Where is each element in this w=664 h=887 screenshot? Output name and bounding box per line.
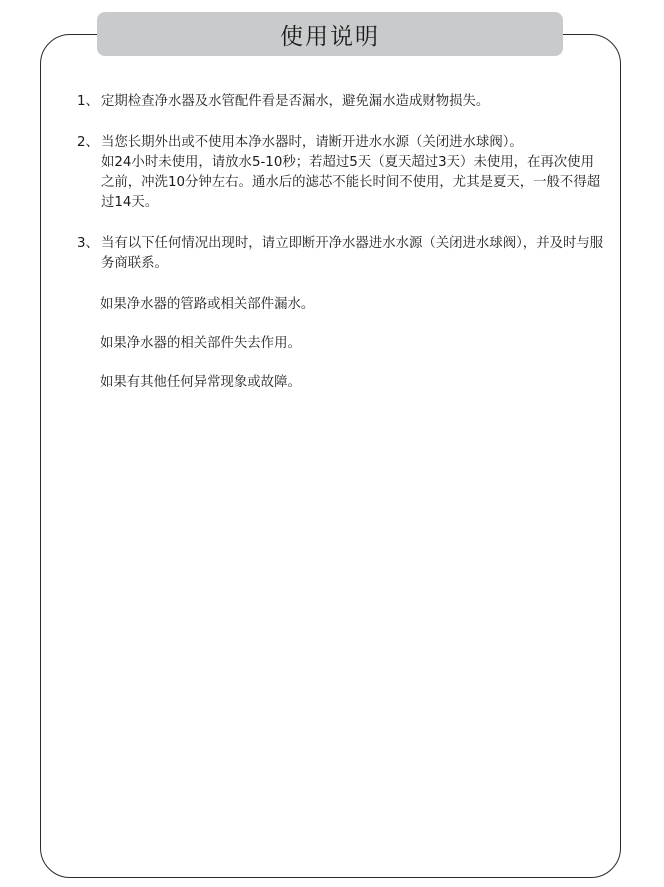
instruction-item-1	[77, 92, 605, 112]
item-body	[101, 133, 605, 213]
item-number: 2、	[77, 135, 99, 150]
item-note: 如24小时未使用，请放水5-10秒；若超过5天（夏天超过3天）未使用，在再次使用之前，冲洗10分钟左右。通水后的滤芯不能长时间不使用，尤其是夏天，一般不得超过14天。	[101, 155, 601, 210]
condition-leak: 如果净水器的管路或相关部件漏水。	[100, 297, 315, 312]
instructions-content	[77, 92, 605, 412]
item-number: 1、	[77, 94, 99, 109]
instruction-item-3	[77, 234, 605, 274]
item-text: 当您长期外出或不使用本净水器时，请断开进水水源（关闭进水球阀）。	[101, 135, 523, 150]
condition-abnormal: 如果有其他任何异常现象或故障。	[100, 375, 301, 390]
item-body	[101, 92, 605, 112]
condition-failure: 如果净水器的相关部件失去作用。	[100, 336, 301, 351]
instruction-item-2	[77, 133, 605, 213]
page-title: 使用说明	[280, 23, 380, 50]
item-text: 定期检查净水器及水管配件看是否漏水，避免漏水造成财物损失。	[101, 94, 490, 109]
item-body	[101, 234, 605, 274]
item-number: 3、	[77, 236, 99, 251]
title-banner	[97, 12, 563, 56]
item-text: 当有以下任何情况出现时，请立即断开净水器进水水源（关闭进水球阀），并及时与服务商联系。	[101, 236, 604, 271]
